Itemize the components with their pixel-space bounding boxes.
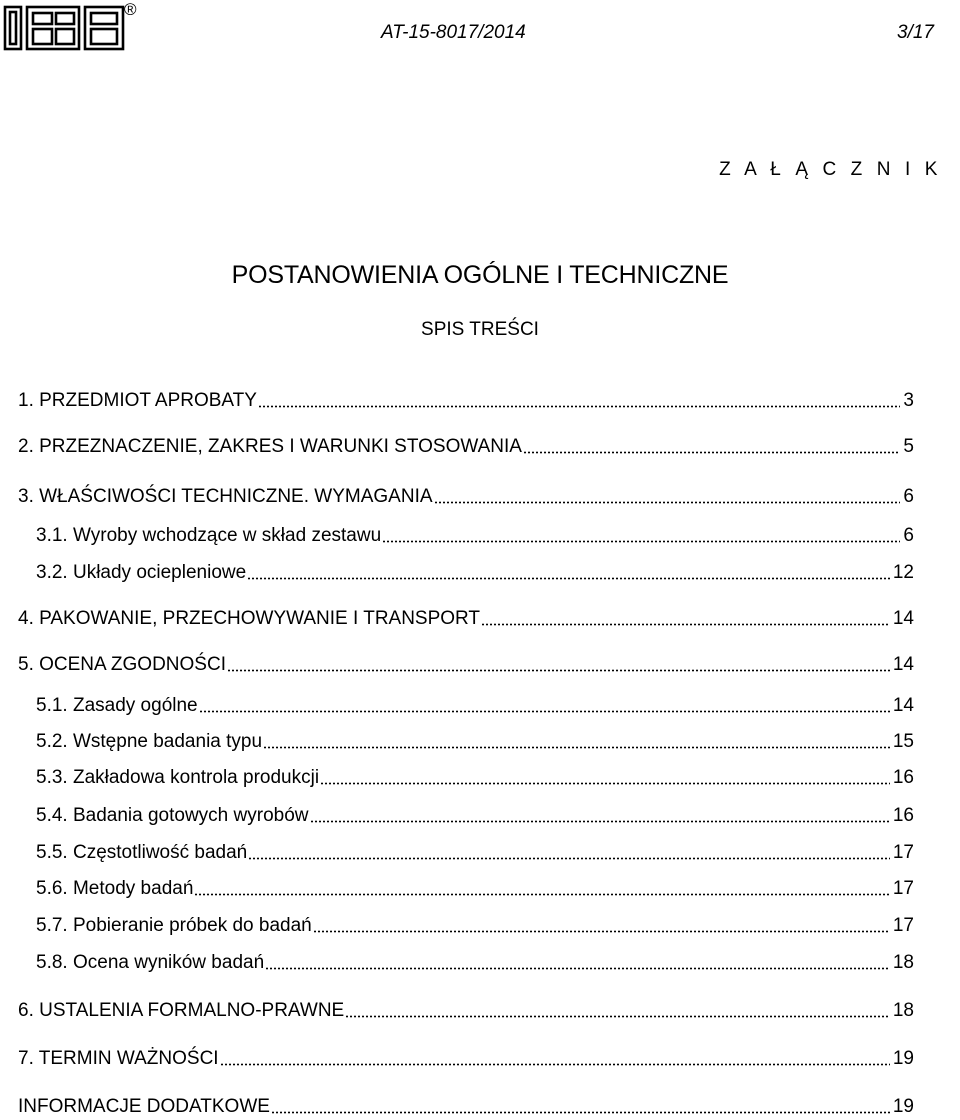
toc-dot-leader	[345, 1015, 890, 1018]
toc-dot-leader	[310, 820, 890, 823]
toc-dot-leader	[248, 857, 890, 860]
toc-entry-page: 19	[892, 1048, 914, 1069]
toc-entry-page: 12	[892, 562, 914, 583]
toc-dot-leader	[247, 577, 890, 580]
toc-entry-page: 18	[892, 1000, 914, 1021]
toc-entry-page: 6	[903, 486, 914, 507]
toc-entry-label: 5.7. Pobieranie próbek do badań	[36, 915, 312, 936]
registered-mark: ®	[124, 0, 137, 19]
toc-entry-label: 3. WŁAŚCIWOŚCI TECHNICZNE. WYMAGANIA	[18, 486, 433, 507]
toc-entry-5-6[interactable]	[36, 876, 914, 902]
toc-entry-3-1[interactable]	[36, 523, 914, 549]
toc-entry-label: 5. OCENA ZGODNOŚCI	[18, 654, 226, 675]
toc-dot-leader	[313, 930, 890, 933]
toc-entry-page: 16	[892, 767, 914, 788]
toc-entry-page: 6	[903, 525, 914, 546]
toc-entry-label: 5.5. Częstotliwość badań	[36, 842, 248, 863]
toc-entry-5-7[interactable]	[36, 913, 914, 939]
toc-entry-5-5[interactable]	[36, 840, 914, 866]
toc-entry-label: 2. PRZEZNACZENIE, ZAKRES I WARUNKI STOSOWANIA	[18, 436, 522, 457]
toc-entry-page: 17	[892, 878, 914, 899]
toc-heading: SPIS TREŚCI	[421, 319, 539, 340]
toc-entry-3-2[interactable]	[36, 560, 914, 586]
toc-entry-5-8[interactable]	[36, 950, 914, 976]
document-title: POSTANOWIENIA OGÓLNE I TECHNICZNE	[231, 261, 729, 289]
toc-dot-leader	[194, 893, 889, 896]
toc-entry-page: 3	[903, 390, 914, 411]
toc-entry-6[interactable]	[18, 998, 914, 1024]
toc-entry-5-1[interactable]	[36, 693, 914, 719]
toc-entry-5-2[interactable]	[36, 729, 914, 755]
toc-entry-label: 3.1. Wyroby wchodzące w skład zestawu	[36, 525, 382, 546]
toc-dot-leader	[434, 501, 901, 504]
toc-entry-page: 5	[903, 436, 914, 457]
toc-entry-page: 18	[892, 952, 914, 973]
toc-entry-1[interactable]	[18, 388, 914, 414]
toc-dot-leader	[320, 782, 890, 785]
toc-entry-2[interactable]	[18, 434, 914, 460]
toc-entry-label: 5.8. Ocena wyników badań	[36, 952, 265, 973]
toc-dot-leader	[382, 540, 900, 543]
toc-entry-page: 14	[892, 608, 914, 629]
toc-entry-page: 14	[892, 695, 914, 716]
toc-entry-page: 19	[892, 1096, 914, 1117]
toc-entry-page: 14	[892, 654, 914, 675]
toc-entry-5[interactable]	[18, 652, 914, 678]
annex-label: Z A Ł Ą C Z N I K	[719, 159, 942, 180]
toc-entry-5-3[interactable]	[36, 765, 914, 791]
toc-dot-leader	[481, 623, 890, 626]
toc-entry-page: 17	[892, 915, 914, 936]
toc-entry-label: 5.4. Badania gotowych wyrobów	[36, 805, 309, 826]
toc-dot-leader	[263, 746, 890, 749]
toc-entry-page: 15	[892, 731, 914, 752]
toc-dot-leader	[265, 967, 890, 970]
toc-entry-label: 7. TERMIN WAŻNOŚCI	[18, 1048, 219, 1069]
toc-entry-label: 4. PAKOWANIE, PRZECHOWYWANIE I TRANSPORT	[18, 608, 481, 629]
toc-dot-leader	[199, 710, 890, 713]
toc-entry-page: 16	[892, 805, 914, 826]
toc-entry-page: 17	[892, 842, 914, 863]
toc-entry-label: 5.6. Metody badań	[36, 878, 194, 899]
toc-dot-leader	[220, 1063, 890, 1066]
toc-entry-label: INFORMACJE DODATKOWE	[18, 1096, 270, 1117]
toc-dot-leader	[258, 405, 900, 408]
toc-entry-label: 5.3. Zakładowa kontrola produkcji	[36, 767, 320, 788]
itb-logo	[3, 4, 125, 52]
toc-entry-additional-info[interactable]	[18, 1094, 914, 1120]
toc-entry-label: 5.2. Wstępne badania typu	[36, 731, 263, 752]
toc-entry-label: 5.1. Zasady ogólne	[36, 695, 198, 716]
page-number: 3/17	[897, 22, 934, 43]
toc-entry-7[interactable]	[18, 1046, 914, 1072]
toc-entry-3[interactable]	[18, 484, 914, 510]
toc-entry-label: 1. PRZEDMIOT APROBATY	[18, 390, 257, 411]
toc-entry-label: 3.2. Układy ociepleniowe	[36, 562, 247, 583]
toc-entry-label: 6. USTALENIA FORMALNO-PRAWNE	[18, 1000, 345, 1021]
toc-dot-leader	[227, 669, 890, 672]
toc-dot-leader	[523, 451, 901, 454]
toc-entry-4[interactable]	[18, 606, 914, 632]
document-id: AT-15-8017/2014	[381, 22, 526, 43]
toc-dot-leader	[271, 1111, 890, 1114]
toc-entry-5-4[interactable]	[36, 803, 914, 829]
